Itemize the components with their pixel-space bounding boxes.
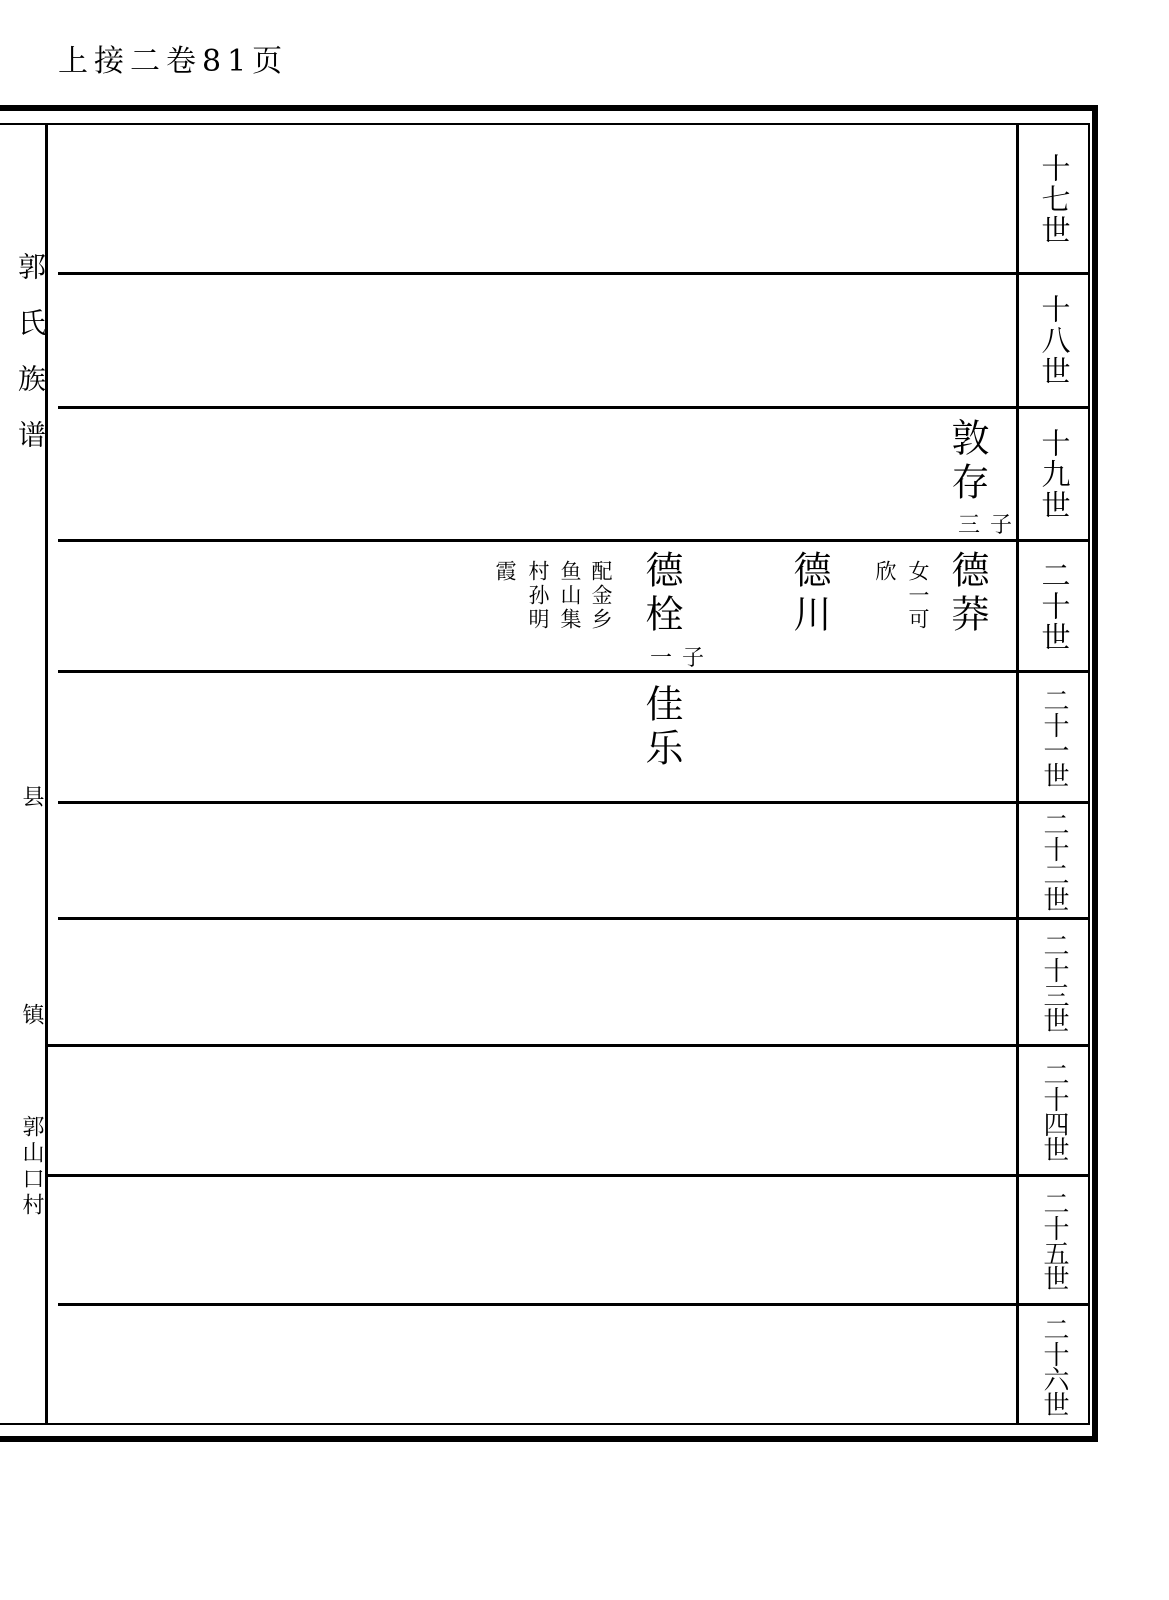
generation-label: 十七世 [1037,152,1072,246]
row-line [58,801,1090,804]
row-line [58,670,1090,673]
generation-label: 二十三世 [1039,932,1069,1032]
row-line [58,539,1090,542]
person-name-de-mang: 德莽 [945,550,989,638]
generation-label: 二十世 [1037,559,1072,653]
person-note-de-shuan: 一子 [650,646,715,671]
county-label: 县 [19,785,44,807]
spouse-note-3: 村孙明 [526,560,550,632]
village-label: 郭山口村 [19,1115,44,1219]
generation-label: 十九世 [1037,427,1072,521]
person-name-de-shuan: 德栓 [639,550,683,638]
person-note-dun-cun: 三子 [958,513,1023,538]
row-line [58,272,1090,275]
spouse-note-2: 鱼山集 [558,560,582,632]
person-name-jia-le: 佳乐 [639,684,683,772]
person-note-de-mang-2: 欣 [873,560,897,584]
generation-label: 十八世 [1037,294,1072,387]
generation-column-divider [1016,123,1019,1425]
row-line [58,406,1090,409]
town-label: 镇 [19,1003,44,1025]
row-line [48,1044,1090,1047]
spouse-note-1: 配金乡 [589,560,613,632]
row-line [58,1303,1090,1306]
genealogy-title: 郭氏族谱 [14,252,47,476]
generation-label: 二十五世 [1039,1190,1069,1290]
person-note-de-mang-1: 女一可 [906,560,930,632]
person-name-de-chuan: 德川 [787,550,831,638]
inner-frame [0,123,1090,1425]
spouse-note-4: 霞 [493,560,517,584]
page-header: 上接二卷81页 [58,44,289,79]
generation-label: 二十六世 [1039,1315,1069,1416]
person-name-dun-cun: 敦存 [945,418,989,506]
row-line [48,1174,1090,1177]
generation-label: 二十一世 [1039,687,1069,787]
generation-label: 二十二世 [1039,810,1069,911]
row-line [58,917,1090,920]
generation-label: 二十四世 [1039,1060,1069,1161]
